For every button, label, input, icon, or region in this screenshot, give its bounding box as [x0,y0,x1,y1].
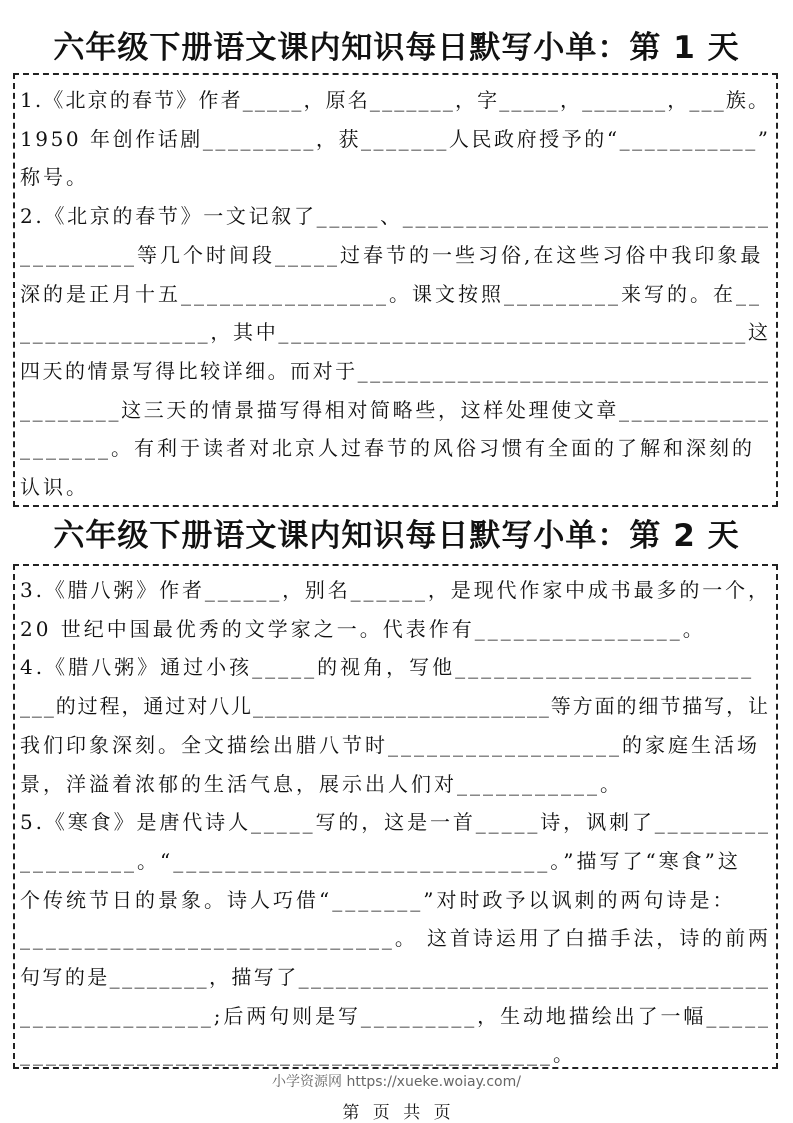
day2-line-text: 个传统节日的景象。诗人巧借“_______”对时政予以讽刺的两句诗是： [20,887,736,912]
day2-line-text: 3.《腊八粥》作者______，别名______，是现代作家中成书最多的一个， [20,578,771,602]
page-counter: 第 页 共 页 [342,1103,451,1123]
day2-line-text: _________。“_____________________________。”描写了“寒食”这 [20,848,741,873]
day2-line [20,691,773,721]
day2-line-text: 5.《寒食》是唐代诗人_____写的，这是一首_____诗，讽刺了_________ [20,810,771,835]
day1-line-text: 1.《北京的春节》作者_____，原名_______，字_____，_______，___族。 [20,88,771,112]
day2-line-text: 我们印象深刻。全文描绘出腊八节时__________________的家庭生活场 [20,732,760,757]
day1-line [20,279,773,309]
day2-line-text: 景，洋溢着浓郁的生活气息，展示出人们对___________。 [20,771,623,796]
day2-line-text: 20 世纪中国最优秀的文学家之一。代表作有________________。 [20,616,706,641]
day1-line [20,433,773,463]
source-watermark: 小学资源网 https://xueke.woiay.com/ [272,1074,521,1090]
day2-line [20,575,773,605]
day1-line-text: 1950 年创作话剧_________，获_______人民政府授予的“___________” [20,126,771,151]
day1-line-text: _________等几个时间段_____过春节的一些习俗,在这些习俗中我印象最 [20,242,764,267]
day2-line [20,807,773,837]
day2-line [20,885,773,915]
day2-line [20,769,773,799]
day2-line-text: _____________________________。 这首诗运用了白描手法，诗的前两 [20,926,771,951]
day1-line-text: 四天的情景写得比较详细。而对于_________________________________ [20,358,771,383]
day2-line [20,1039,773,1069]
day1-line-text: 称号。 [20,165,89,190]
day2-line-text: _________________________________________。 [20,1042,576,1067]
day2-line [20,614,773,644]
day1-line-text: 深的是正月十五________________。课文按照_________来写的。在__ [20,281,762,306]
day1-line [20,162,773,192]
day2-line [20,730,773,760]
day1-line [20,317,773,347]
day1-line [20,201,773,231]
day2-line-text: 句写的是________，描写了______________________________________ [20,965,771,989]
day1-line [20,85,773,115]
day1-line [20,240,773,270]
day1-line-text: ________这三天的情景描写得相对简略些，这样处理使文章____________ [20,397,771,422]
day1-line-text: _______________，其中_____________________________________这 [20,320,771,345]
day2-line [20,652,773,682]
day2-line [20,1001,773,1031]
day2-line-text: _______________;后两句则是写_________，生动地描绘出了一幅_____ [20,1003,771,1028]
day1-line-text: 认识。 [20,475,89,499]
day1-line-text: _______。有利于读者对北京人过春节的风俗习惯有全面的了解和深刻的 [20,436,755,461]
day2-line [20,923,773,953]
day1-line-text: 2.《北京的春节》一文记叙了_____、_____________________________ [20,204,771,229]
day2-line [20,846,773,876]
day1-line [20,395,773,425]
day1-line [20,356,773,386]
day2-title: 六年级下册语文课内知识每日默写小单：第 2 天 [53,518,740,554]
day1-line [20,472,773,502]
day2-line [20,962,773,992]
day1-line [20,124,773,154]
day2-line-text: ___的过程，通过对八儿_________________________等方面的细节描写，让 [20,694,770,719]
day1-title: 六年级下册语文课内知识每日默写小单：第 1 天 [53,30,740,66]
day2-line-text: 4.《腊八粥》通过小孩_____的视角，写他_______________________ [20,655,755,680]
